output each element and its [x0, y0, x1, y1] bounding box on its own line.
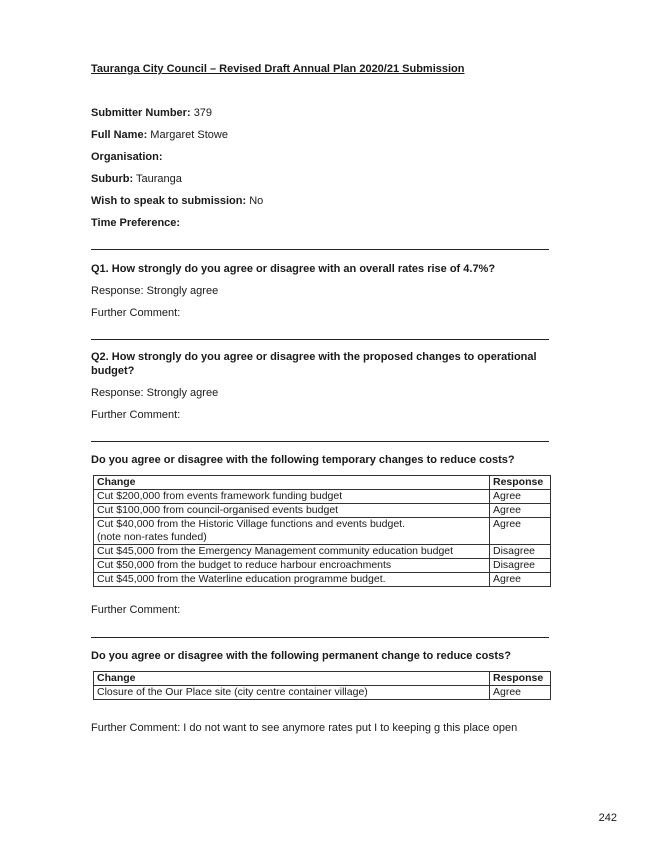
table-row [94, 573, 551, 587]
page-number: 242 [598, 812, 617, 824]
permanent-change-table [93, 671, 551, 700]
submitter-number-field [91, 107, 212, 119]
speak-field [91, 195, 263, 207]
divider [91, 441, 549, 442]
change-note: (note non-rates funded) [97, 531, 207, 543]
submitter-number-label: Submitter Number: [91, 107, 191, 119]
table-row [94, 545, 551, 559]
response-cell: Agree [490, 518, 551, 545]
time-preference-field [91, 217, 180, 229]
suburb-field [91, 173, 182, 185]
response-cell: Agree [490, 490, 551, 504]
response-cell: Disagree [490, 559, 551, 573]
table-row [94, 686, 551, 700]
organisation-field [91, 151, 163, 163]
time-preference-label: Time Preference: [91, 217, 181, 229]
response-cell: Disagree [490, 545, 551, 559]
table-row [94, 559, 551, 573]
permanent-change-question: Do you agree or disagree with the following permanent change to reduce costs? [91, 650, 511, 662]
table-row [94, 504, 551, 518]
temporary-comment: Further Comment: [91, 604, 181, 616]
q2-question: Q2. How strongly do you agree or disagree with the proposed changes to operational budget? [91, 351, 537, 377]
change-cell: Cut $45,000 from the Emergency Management community education budget [94, 545, 490, 559]
suburb-label: Suburb: [91, 173, 134, 185]
change-cell: Cut $45,000 from the Waterline education programme budget. [94, 573, 490, 587]
submitter-number-value: 379 [193, 107, 213, 119]
change-cell: Cut $100,000 from council-organised events budget [94, 504, 490, 518]
suburb-value: Tauranga [136, 173, 182, 185]
header-response: Response [490, 672, 551, 686]
change-cell: Cut $50,000 from the budget to reduce harbour encroachments [94, 559, 490, 573]
divider [91, 339, 549, 340]
q1-question: Q1. How strongly do you agree or disagree with an overall rates rise of 4.7%? [91, 263, 496, 275]
change-line: Cut $40,000 from the Historic Village functions and events budget. [97, 518, 405, 530]
full-name-field [91, 129, 228, 141]
q2-response: Response: Strongly agree [91, 387, 219, 399]
temporary-changes-question: Do you agree or disagree with the following temporary changes to reduce costs? [91, 454, 515, 466]
divider [91, 249, 549, 250]
q1-comment: Further Comment: [91, 307, 181, 319]
header-response: Response [490, 476, 551, 490]
organisation-label: Organisation: [91, 151, 163, 163]
q2-comment: Further Comment: [91, 409, 181, 421]
full-name-label: Full Name: [91, 129, 148, 141]
header-change: Change [94, 476, 490, 490]
q1-response: Response: Strongly agree [91, 285, 219, 297]
speak-value: No [249, 195, 264, 207]
permanent-comment: Further Comment: I do not want to see anymore rates put I to keeping g this place open [91, 722, 518, 734]
full-name-value: Margaret Stowe [150, 129, 228, 141]
divider [91, 637, 549, 638]
header-change: Change [94, 672, 490, 686]
response-cell: Agree [490, 686, 551, 700]
response-cell: Agree [490, 504, 551, 518]
change-cell: Closure of the Our Place site (city centre container village) [94, 686, 490, 700]
table-header-row [94, 672, 551, 686]
table-row [94, 518, 551, 545]
change-cell: Cut $200,000 from events framework funding budget [94, 490, 490, 504]
table-row [94, 490, 551, 504]
document-title: Tauranga City Council – Revised Draft Annual Plan 2020/21 Submission [91, 63, 465, 75]
table-header-row [94, 476, 551, 490]
change-cell [94, 518, 490, 545]
speak-label: Wish to speak to submission: [91, 195, 247, 207]
response-cell: Agree [490, 573, 551, 587]
temporary-changes-table [93, 475, 551, 587]
